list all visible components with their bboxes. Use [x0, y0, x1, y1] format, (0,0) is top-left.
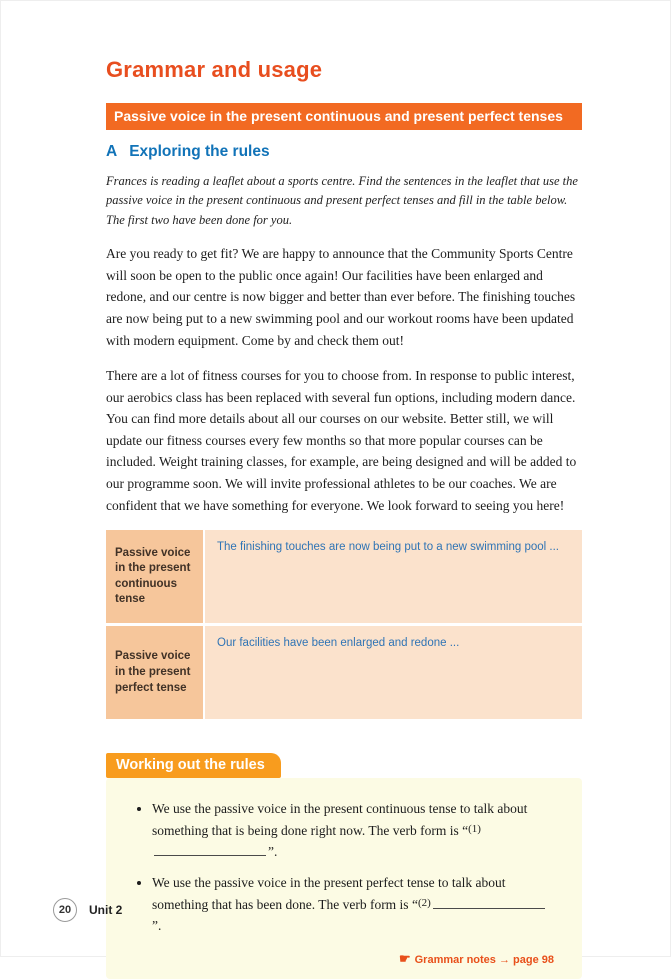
section-letter: A: [106, 143, 118, 160]
row-answer-present-perfect: [205, 626, 582, 719]
section-heading: [106, 143, 582, 161]
topic-banner: Passive voice in the present continuous and present perfect tenses: [106, 103, 582, 130]
quote-open: “: [462, 822, 469, 838]
rule-bullet-1: [152, 798, 554, 863]
page-content: [106, 57, 582, 979]
rules-box: [106, 778, 582, 979]
unit-label: Unit 2: [89, 903, 123, 917]
grammar-table: [106, 530, 582, 719]
blank-number-1: (1): [468, 822, 481, 835]
grammar-notes-text: Grammar notes → page 98: [414, 953, 554, 966]
quote-open: “: [411, 896, 418, 912]
fill-in-blank-2: [433, 897, 545, 909]
leaflet-paragraph-2: There are a lot of fitness courses for you to choose from. In response to public interest, our aerobics class has been replaced with several fun options, including modern dance. You can find more details about all our courses on our website. Better still, we will update our fitness courses every few months so that more popular courses can be included. Weight training classes, for example, are being designed and will be added to our programme soon. We will invite professional athletes to be our coaches. We are confident that we have something for everyone. We look forward to seeing you here!: [106, 368, 577, 513]
quote-close: ”.: [152, 918, 162, 934]
answer-text: The finishing touches are now being put to a new swimming pool ...: [217, 541, 559, 554]
grammar-notes-reference: [128, 951, 554, 967]
answer-text: Our facilities have been enlarged and redone ...: [217, 637, 460, 650]
table-row: [106, 626, 582, 719]
working-out-rules-banner: Working out the rules: [106, 753, 281, 778]
pointer-hand-icon: ☛: [398, 950, 411, 966]
rule-bullet-2: [152, 872, 554, 937]
page-title: Grammar and usage: [106, 57, 323, 82]
rule-text: We use the passive voice in the present perfect tense to talk about something that has been done. The verb form is: [152, 875, 506, 912]
page-footer: [53, 898, 122, 922]
fill-in-blank-1: [154, 844, 266, 856]
blank-number-2: (2): [417, 896, 431, 909]
table-row: [106, 530, 582, 623]
exercise-instructions: Frances is reading a leaflet about a sports centre. Find the sentences in the leaflet that use the passive voice in the present continuous and present perfect tenses and fill in the table below. The first two have been done for you.: [106, 174, 578, 227]
row-answer-present-continuous: [205, 530, 582, 623]
row-label-present-perfect: Passive voice in the present perfect tense: [106, 626, 203, 719]
row-label-present-continuous: Passive voice in the present continuous tense: [106, 530, 203, 623]
quote-close: ”.: [268, 844, 278, 860]
page-number-badge: 20: [53, 898, 77, 922]
section-title: Exploring the rules: [129, 143, 270, 160]
rules-list: [128, 798, 554, 937]
leaflet-paragraph-1: Are you ready to get fit? We are happy to announce that the Community Sports Centre will soon be open to the public once again! Our facilities have been enlarged and redone, and our centre is now bigger and better than ever before. The finishing touches are now being put to a new swimming pool and our workout rooms have been updated with modern equipment. Come by and check them out!: [106, 246, 576, 348]
rule-text: We use the passive voice in the present continuous tense to talk about something that is being done right now. The verb form is: [152, 801, 528, 838]
